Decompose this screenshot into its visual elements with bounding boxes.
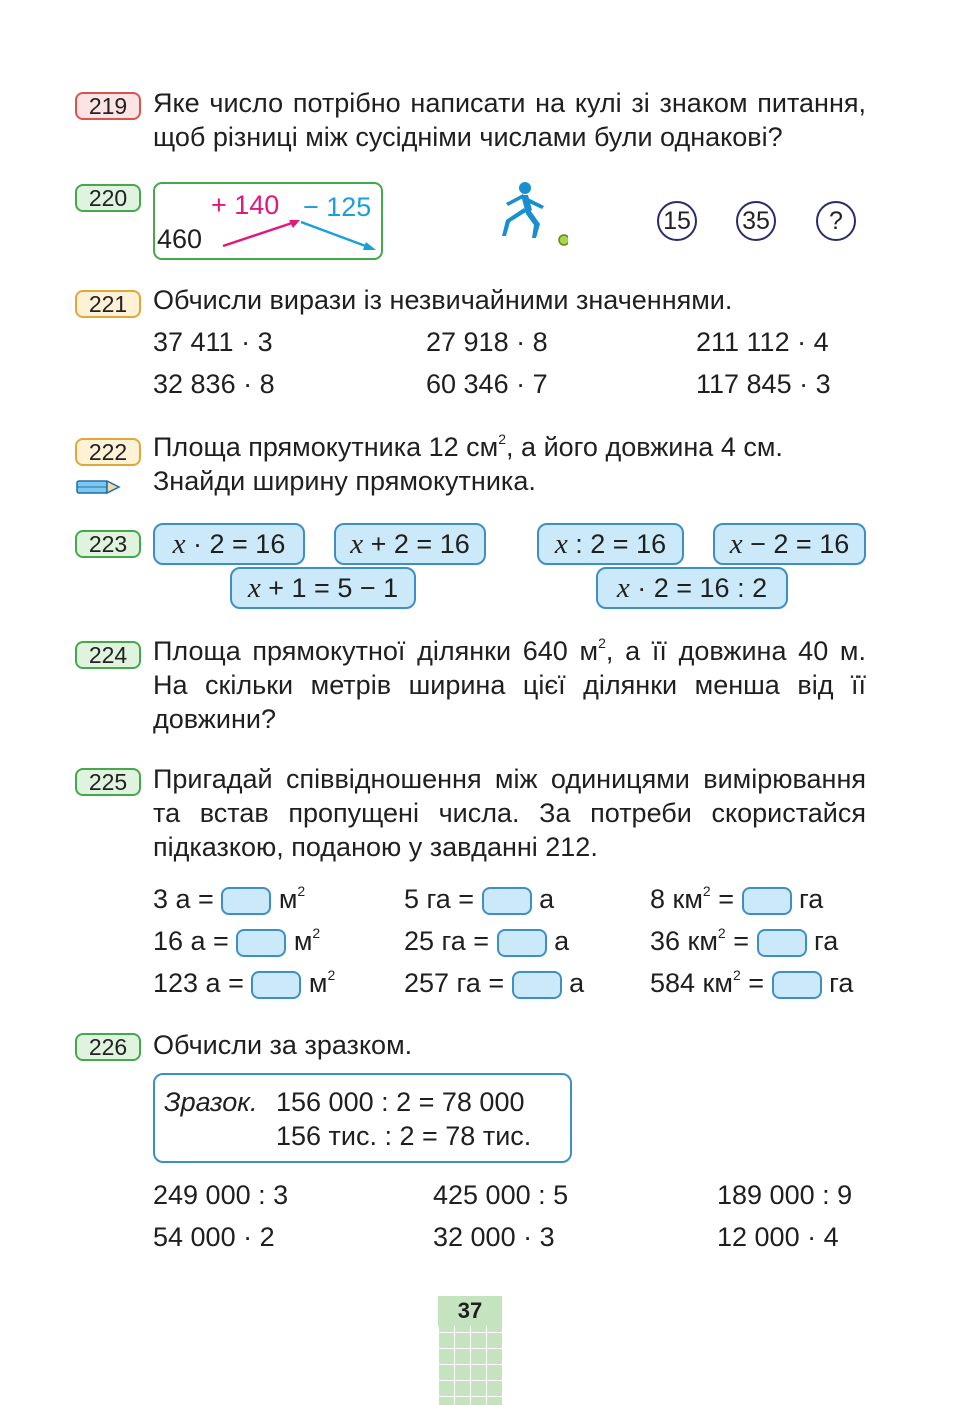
expr-221-4: 32 836 · 8 — [153, 369, 275, 399]
answer-blank[interactable] — [742, 887, 792, 915]
expr-226-1: 249 000 : 3 — [153, 1180, 289, 1210]
answer-blank[interactable] — [251, 971, 301, 999]
expr-221-6: 117 845 · 3 — [696, 369, 831, 399]
answer-blank[interactable] — [757, 929, 807, 957]
task-number-221: 221 — [75, 290, 141, 318]
conv-row2-col3: 36 $км^2$ = га — [650, 925, 839, 956]
sample-box — [153, 1073, 572, 1163]
scheme-arrows-icon — [215, 214, 380, 258]
squared-mark: 2 — [498, 431, 507, 447]
task-226-text: Обчисли за зразком. — [153, 1030, 413, 1060]
sample-label: Зразок. — [164, 1087, 258, 1117]
expr-221-1: 37 411 · 3 — [153, 327, 273, 357]
ball-1: 15 — [657, 201, 697, 241]
conv-row1-col3: 8 $км^2$ = га — [650, 883, 824, 914]
equation-3-rest: : 2 = 16 — [575, 529, 667, 559]
task-221-text: Обчисли вирази із незвичайними значеннями. — [153, 285, 733, 315]
conv-row3-col3: 584 $км^2$ = га — [650, 967, 854, 998]
task-number-220: 220 — [75, 184, 141, 212]
answer-blank[interactable] — [221, 887, 271, 915]
task-222-line2: Знайди ширину прямокутника. — [153, 466, 536, 496]
task-number-223: 223 — [75, 530, 141, 558]
expr-221-2: 27 918 · 8 — [426, 327, 548, 357]
task-222-text-b: , а його довжина 4 см. — [506, 432, 783, 462]
task-220-scheme — [153, 182, 383, 260]
expr-226-3: 189 000 : 9 — [717, 1180, 853, 1210]
variable-x: x — [729, 528, 743, 560]
expr-226-4: 54 000 · 2 — [153, 1222, 275, 1252]
expr-226-6: 12 000 · 4 — [717, 1222, 839, 1252]
expr-221-3: 211 112 · 4 — [696, 327, 829, 357]
task-219-text: Яке число потрібно написати на кулі зі знаком питання, щоб різниці між сусідніми числами були однакові? — [153, 88, 866, 152]
task-number-219: 219 — [75, 92, 141, 120]
scheme-plus-label: + 140 — [211, 190, 280, 220]
conv-row2-col1: 16 $а = м^2$ — [153, 925, 321, 956]
squared-mark: 2 — [598, 635, 606, 651]
equation-5-rest: + 1 = 5 − 1 — [268, 573, 399, 603]
task-224-text-a: Площа прямокутної ділянки 640 м — [153, 636, 599, 666]
conv-row3-col2: 257 га = а — [404, 968, 585, 998]
pencil-icon — [75, 476, 123, 498]
variable-x: x — [616, 572, 630, 604]
conv-row2-col2: 25 га = а — [404, 926, 570, 956]
answer-blank[interactable] — [772, 971, 822, 999]
scheme-start-number: 460 — [157, 224, 203, 254]
equation-2 — [334, 523, 486, 565]
equation-4-rest: − 2 = 16 — [750, 529, 850, 559]
page-number-tab — [438, 1296, 502, 1405]
task-224-text — [153, 634, 866, 736]
page-number: 37 — [438, 1296, 502, 1326]
ball-question: ? — [816, 201, 856, 241]
task-222-text-a: Площа прямокутника 12 см — [153, 432, 499, 462]
equation-1-rest: · 2 = 16 — [193, 529, 286, 559]
answer-blank[interactable] — [497, 929, 547, 957]
task-number-224: 224 — [75, 641, 141, 669]
task-224-text-b: , а її довжина 40 м. На скільки метрів ширина цієї ділянки менша від її довжини? — [153, 636, 866, 734]
answer-blank[interactable] — [482, 887, 532, 915]
conv-row1-col2: 5 га = а — [404, 884, 555, 914]
equation-5 — [230, 567, 416, 609]
expr-221-5: 60 346 · 7 — [426, 369, 548, 399]
equation-6-rest: · 2 = 16 : 2 — [637, 573, 768, 603]
task-number-226: 226 — [75, 1033, 141, 1061]
answer-blank[interactable] — [512, 971, 562, 999]
variable-x: x — [350, 528, 364, 560]
variable-x: x — [554, 528, 568, 560]
scheme-minus-label: − 125 — [303, 192, 372, 222]
task-222-line1 — [153, 430, 866, 464]
equation-2-rest: + 2 = 16 — [370, 529, 470, 559]
runner-figure-icon — [488, 180, 568, 246]
task-number-225: 225 — [75, 768, 141, 796]
variable-x: x — [172, 528, 186, 560]
sample-line-1: 156 000 : 2 = 78 000 — [276, 1087, 525, 1117]
equation-6 — [596, 567, 788, 609]
expr-226-5: 32 000 · 3 — [433, 1222, 555, 1252]
variable-x: x — [247, 572, 261, 604]
task-number-222: 222 — [75, 438, 141, 466]
equation-4 — [713, 523, 866, 565]
equation-1 — [153, 523, 305, 565]
answer-blank[interactable] — [236, 929, 286, 957]
conv-row1-col1: 3 $а = м^2$ — [153, 883, 306, 914]
equation-3 — [537, 523, 684, 565]
task-225-text: Пригадай співвідношення між одиницями вимірювання та встав пропущені числа. За потреби скористайся підказкою, поданою у завданні 212. — [153, 764, 866, 862]
ball-2: 35 — [736, 201, 776, 241]
conv-row3-col1: 123 $а = м^2$ — [153, 967, 336, 998]
expr-226-2: 425 000 : 5 — [433, 1180, 569, 1210]
sample-line-2: 156 тис. : 2 = 78 тис. — [276, 1121, 532, 1151]
